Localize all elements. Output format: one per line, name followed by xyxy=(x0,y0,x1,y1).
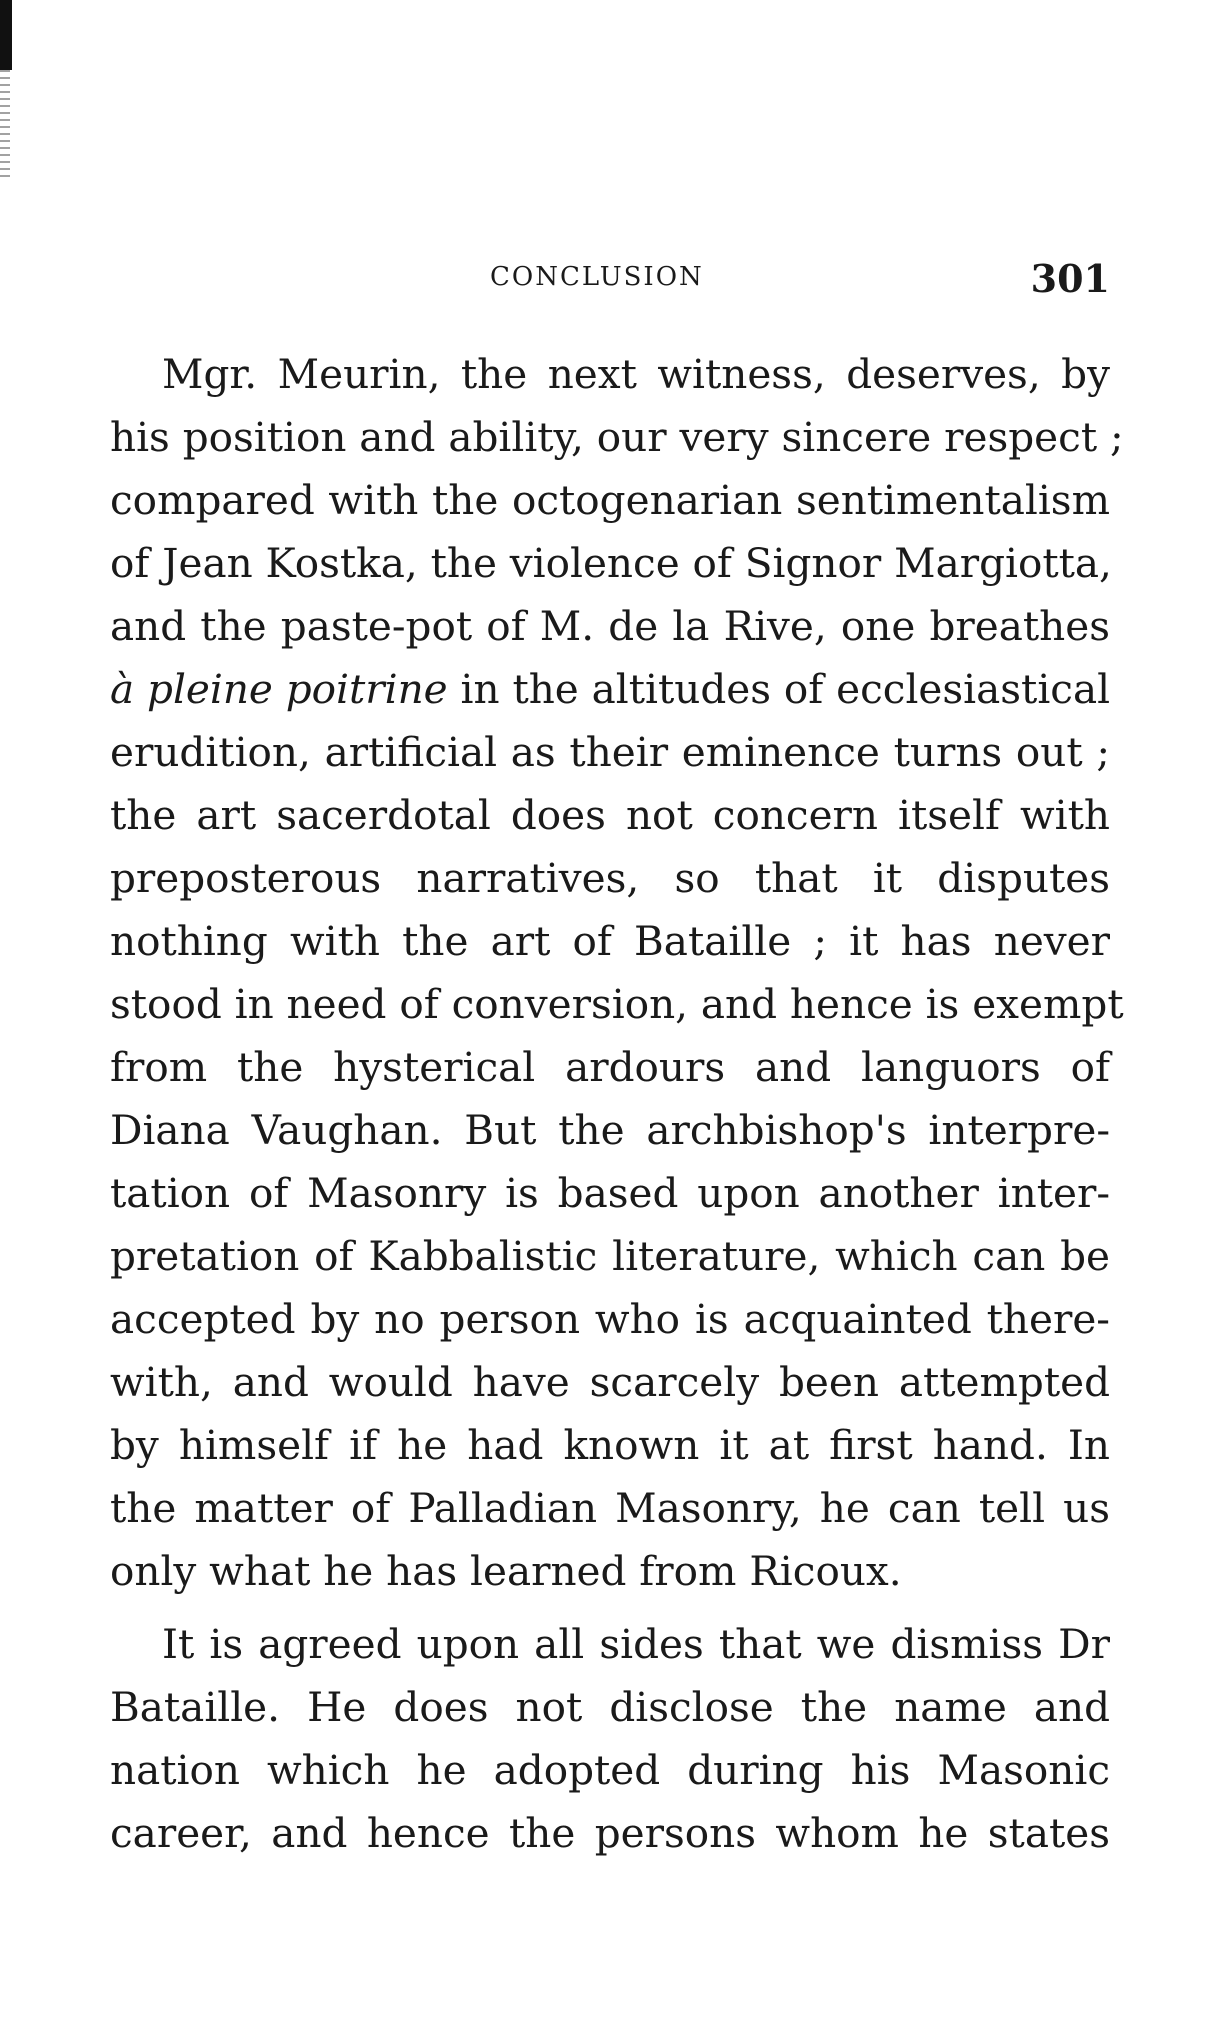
text-line: of Jean Kostka, the violence of Signor Margiotta, xyxy=(110,539,1112,587)
paragraph-gap xyxy=(110,1603,1110,1613)
text-line xyxy=(110,658,1110,721)
text-line: Mgr. Meurin, the next witness, deserves, by xyxy=(162,350,1110,398)
page-number: 301 xyxy=(1030,256,1110,301)
text-line: career, and hence the persons whom he states xyxy=(110,1809,1110,1857)
scan-speckle xyxy=(0,70,10,180)
text-line-rest: in the altitudes of ecclesiastical xyxy=(447,665,1111,713)
text-line: by himself if he had known it at first hand. In xyxy=(110,1421,1110,1469)
text-line: preposterous narratives, so that it disputes xyxy=(110,854,1110,902)
text-line: tation of Masonry is based upon another inter- xyxy=(110,1169,1110,1217)
text-line: and the paste-pot of M. de la Rive, one breathes xyxy=(110,602,1110,650)
italic-phrase: à pleine poitrine xyxy=(110,665,448,713)
text-line: It is agreed upon all sides that we dismiss Dr xyxy=(162,1620,1110,1668)
text-line: stood in need of conversion, and hence is exempt xyxy=(110,980,1124,1028)
text-line: nothing with the art of Bataille ; it has never xyxy=(110,917,1110,965)
scan-edge-mark xyxy=(0,0,12,70)
text-line: the art sacerdotal does not concern itself with xyxy=(110,791,1110,839)
body-text xyxy=(110,343,1124,1865)
running-title: CONCLUSION xyxy=(490,262,704,292)
text-line: the matter of Palladian Masonry, he can tell us xyxy=(110,1484,1110,1532)
text-line: his position and ability, our very sincere respect ; xyxy=(110,413,1124,461)
paragraph-2 xyxy=(110,1613,1110,1865)
text-line: Bataille. He does not disclose the name and xyxy=(110,1683,1110,1731)
text-line: with, and would have scarcely been attempted xyxy=(110,1358,1110,1406)
running-head xyxy=(110,256,1110,302)
text-line: nation which he adopted during his Masonic xyxy=(110,1746,1110,1794)
text-line: from the hysterical ardours and languors of xyxy=(110,1043,1110,1091)
paragraph-1 xyxy=(110,343,1124,1603)
text-line: pretation of Kabbalistic literature, which can be xyxy=(110,1232,1110,1280)
text-line: compared with the octogenarian sentimentalism xyxy=(110,476,1110,524)
text-line: erudition, artificial as their eminence turns out ; xyxy=(110,728,1110,776)
text-line: only what he has learned from Ricoux. xyxy=(110,1547,902,1595)
text-line: accepted by no person who is acquainted there- xyxy=(110,1295,1110,1343)
text-line: Diana Vaughan. But the archbishop's interpre- xyxy=(110,1106,1110,1154)
